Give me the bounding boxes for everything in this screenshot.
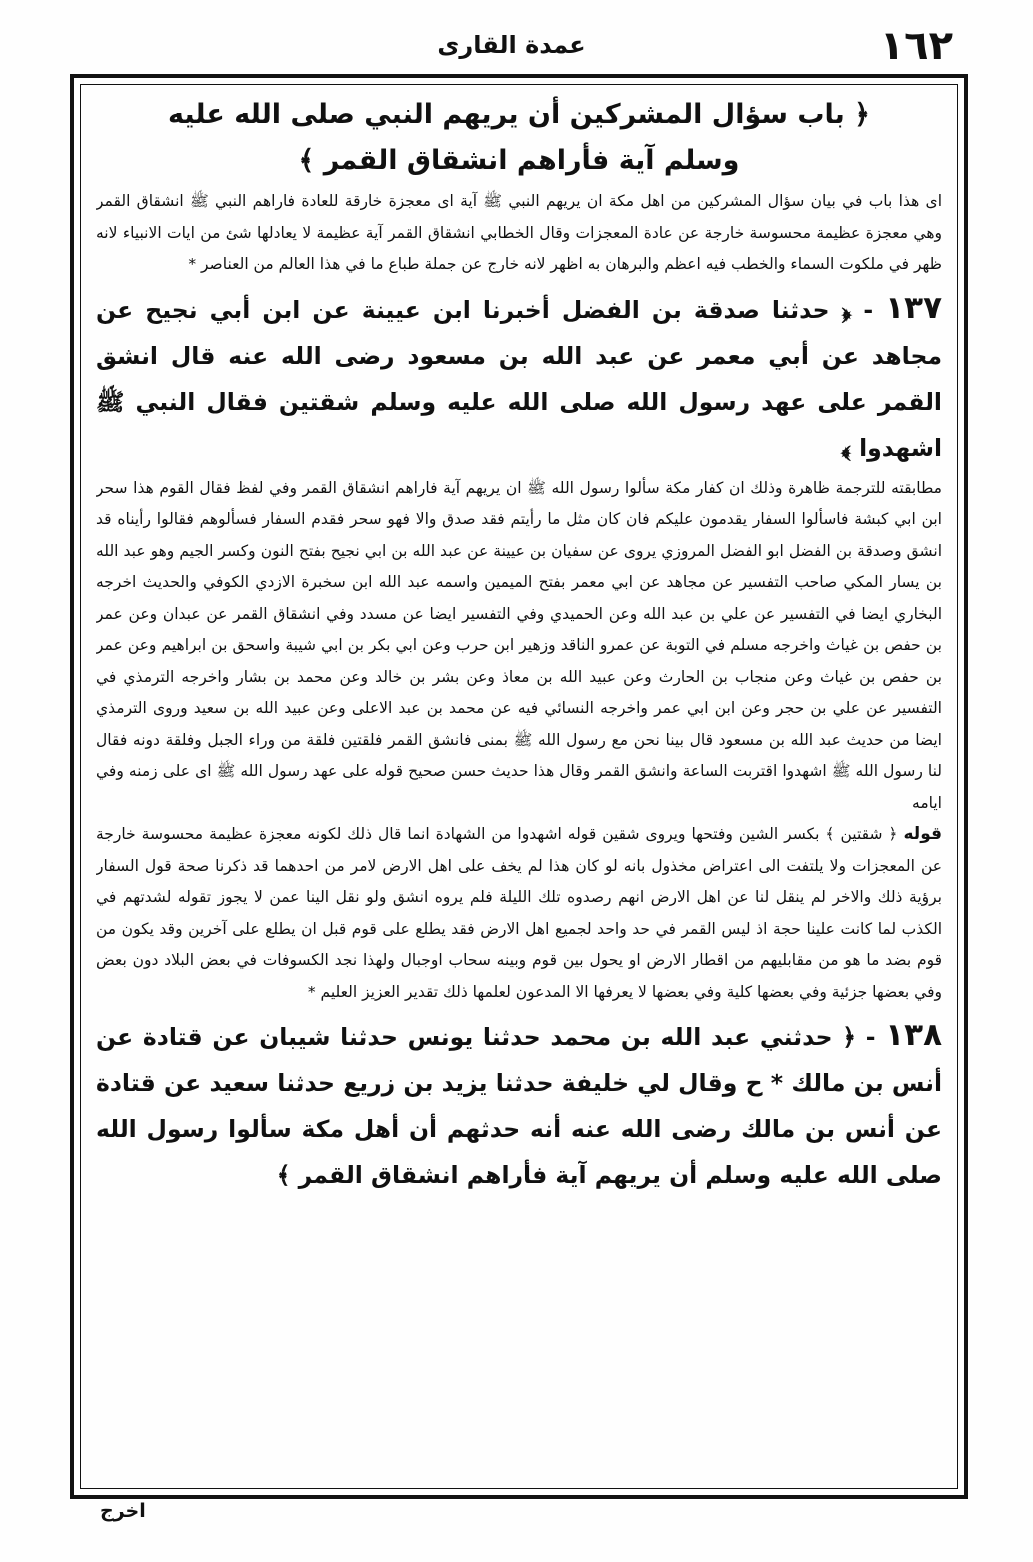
commentary-text: ﴿ شقتين ﴾ بكسر الشين وفتحها ويروى شقين قوله اشهدوا من الشهادة انما قال ذلك لكونه معجزة عظيمة محسوسة خارجة عن المعجزات ولا يلتفت الى اعتراض مخذول بانه لو كان هذا لم يخف على اهل الارض لامر من احدهما قد ذكرنا صحة قول السفار برؤية ذلك والاخر لم ينقل لنا عن اهل الارض انهم رصدوه تلك الليلة فلم يروه انشق ولو نقل الينا عمن لا يجوز تقوله لشدتهم في الكذب لما كانت علينا حجة اذ ليس القمر في حد واحد لجميع اهل الارض فقد يطلع على قوم قبل ان يطلع على آخرين وقد يكون من قوم بضد ما هو من مقابليهم من اقطار الارض او يحول بين قوم وبينه سحاب اوجبال ولهذا نجد الكسوفات في بعض البلاد دون بعض وفي بعضها جزئية وفي بعضها كلية وفي بعضها لا يعرفها الا المدعون لعلمها ذلك تقدير العزيز العليم * bbox=[96, 825, 942, 1001]
chapter-heading-line-1: ﴿ باب سؤال المشركين أن يريهم النبي صلى الله عليه bbox=[168, 99, 870, 130]
hadith-text: - ﴿ حدثنا صدقة بن الفضل أخبرنا ابن عيينة عن ابن أبي نجيح عن مجاهد عن أبي معمر عن عبد الله بن مسعود رضى الله عنه قال انشق القمر على عهد رسول الله صلى الله عليه وسلم شقتين فقال النبي ﷺ اشهدوا ﴾ bbox=[96, 295, 942, 462]
commentary-paragraph-1: اى هذا باب في بيان سؤال المشركين من اهل مكة ان يريهم النبي ﷺ آية اى معجزة خارقة للعادة فاراهم النبي ﷺ انشقاق القمر وهي معجزة عظيمة محسوسة خارجة عن عادة المعجزات وقال الخطابي انشقاق القمر آية عظيمة لا يعادلها شئ من ايات الانبياء لانه ظهر في ملكوت السماء والخطب فيه اعظم والبرهان به اظهر لانه خارج عن جملة طباع ما في هذا العالم من العناصر * bbox=[96, 192, 942, 273]
qawluhu-marker: قوله bbox=[903, 824, 942, 844]
hadith-138 bbox=[96, 1012, 942, 1198]
chapter-heading bbox=[96, 92, 942, 184]
hadith-number: ١٣٧ bbox=[885, 289, 942, 326]
hadith-number: ١٣٨ bbox=[885, 1017, 942, 1053]
page-number: ١٦٢ bbox=[879, 23, 953, 69]
chapter-heading-line-2: وسلم آية فأراهم انشقاق القمر ﴾ bbox=[298, 145, 740, 176]
commentary-paragraph-3 bbox=[96, 819, 942, 1008]
hadith-text: - ﴿ حدثني عبد الله بن محمد حدثنا يونس حدثنا شيبان عن قتادة عن أنس بن مالك * ح وقال لي خليفة حدثنا يزيد بن زريع حدثنا سعيد عن قتادة عن أنس بن مالك رضى الله عنه أنه حدثهم أن أهل مكة سألوا رسول الله صلى الله عليه وسلم أن يريهم آية فأراهم انشقاق القمر ﴾ bbox=[96, 1023, 942, 1189]
page-body bbox=[96, 90, 942, 1475]
catchword: اخرج bbox=[100, 1500, 146, 1522]
running-title: عمدة القارى bbox=[437, 31, 586, 59]
page-header bbox=[70, 22, 953, 70]
commentary-paragraph-2: مطابقته للترجمة ظاهرة وذلك ان كفار مكة سألوا رسول الله ﷺ ان يريهم آية فاراهم انشقاق القمر وفي لفظ فقال القوم هذا سحر ابن ابي كبشة فاسألوا السفار يقدمون عليكم فان كان مثل ما رأيتم فقد صدق والا فهو سحر فقدم السفار فسألوهم فقالوا رأيناه قد انشق وصدقة بن الفضل ابو الفضل المروزي يروى عن سفيان بن عيينة عن عبد الله بن ابي نجيح بفتح النون وكسر الجيم وهو عبد الله بن يسار المكي صاحب التفسير عن مجاهد عن ابي معمر بفتح الميمين واسمه عبد الله ابن سخبرة الازدي الكوفي والحديث اخرجه البخاري ايضا في التفسير عن علي بن عبد الله وعن الحميدي وفي التفسير ايضا عن مسدد وفي انشقاق القمر عن عبدان وعن عمر بن حفص بن غياث واخرجه مسلم في التوبة عن عمرو الناقد وزهير ابن حرب وعن ابي بكر بن ابي شيبة واسحق بن ابراهيم وعن عمر بن حفص بن غياث وعن منجاب بن الحارث وعن عبيد الله بن معاذ وعن بشر بن خالد وعن محمد بن بشار واخرجه الترمذي في التفسير عن علي بن حجر وعن ابن ابي عمر واخرجه النسائي فيه عن محمد بن عبد الاعلى وعن عبيد الله بن سعيد وروى الترمذي ايضا من حديث عبد الله بن مسعود قال بينا نحن مع رسول الله ﷺ بمنى فانشق القمر فلقتين فلقة من وراء الجبل وفلقة دونه فقال لنا رسول الله ﷺ اشهدوا اقتربت الساعة وانشق القمر وقال هذا حديث حسن صحيح قوله على عهد رسول الله ﷺ اى على زمنه وفي ايامه bbox=[96, 478, 942, 812]
hadith-137 bbox=[96, 285, 942, 471]
